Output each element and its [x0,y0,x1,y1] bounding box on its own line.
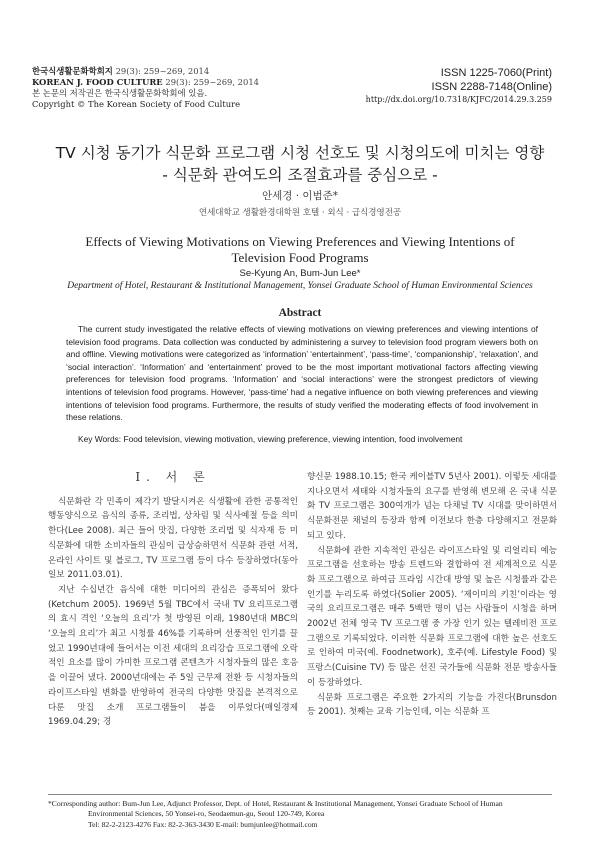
footnote-line: *Corresponding author: Bum-Jun Lee, Adjunct Professor, Dept. of Hotel, Restaurant & Institutional Management, Yonsei Graduate School of Human [48,799,503,808]
abstract-body: The current study investigated the relative effects of viewing motivations on viewing preferences and viewing intentions of television food programs. Data collection was conducted by administering a survey to television food program viewers both on and offline. Viewing motivations were categorized as ‘information’ ‘entertainment’, ‘pass-time’, ‘companionship’, ‘relaxation’, and ‘social interaction’. ‘Information’ and ‘entertainment’ proved to be the most important motivational factors affecting viewing preferences for television food programs. ‘Information’ and ‘social interactions’ were the strongest predictors of viewing intentions of television food programs. However, ‘pass-time’ had a negative influence on both viewing preferences and viewing intentions of television food programs. Furthermore, the results of study verified the moderating effects of food involvement in these relations. [66,324,538,423]
footnote [48,799,558,830]
keywords [78,434,548,444]
paragraph: 향신문 1988.10.15; 한국 케이블TV 5년사 2001). 이렇듯 세대를 지나오면서 세태와 시청자들의 요구를 반영해 변모해 온 국내 식문화 TV 프로그램은 300여개가 넘는 다채널 TV 시대를 맞이하면서 식문화전문 채널의 등장과 함께 이전보다 한층 다양해지고 전문화되고 있다. [307,472,557,541]
title-kr-line1: TV 시청 동기가 식문화 프로그램 시청 선호도 및 시청의도에 미치는 영향 [55,144,545,162]
copyright-kr: 본 논문의 저작권은 한국식생활문화학회에 있음. [32,88,208,98]
section-title: I. 서 론 [135,470,211,484]
paper-title-kr [0,142,600,186]
issn-block [366,66,552,104]
journal-pages-en: 29(3): 259~269, 2014 [165,77,259,87]
keywords-label: Key Words: [78,434,122,444]
journal-name-en: KOREAN J. FOOD CULTURE [32,77,163,87]
footnote-line: Tel: 82-2-2123-4276 Fax: 82-2-363-3430 E-mail: bumjunlee@hotmail.com [88,819,318,829]
journal-pages-kr: 29(3): 259~269, 2014 [115,66,210,76]
body-column-left [48,470,298,730]
affiliation-kr: 연세대학교 생활환경대학원 호텔 · 외식 · 급식경영전공 [198,208,402,218]
copyright-en: Copyright © The Korean Society of Food Culture [32,99,241,109]
footnote-divider [48,794,552,795]
body-column-right [307,470,557,720]
abstract-heading: Abstract [278,307,322,319]
authors-en: Se-Kyung An, Bum-Jun Lee* [239,268,361,279]
journal-header [32,66,259,110]
paragraph: 식문화란 각 민족이 제각기 발달시켜온 식생활에 관한 공통적인 행동양식으로 음식의 종류, 조리법, 상차림 및 식사예절 등을 의미한다(Lee 2008). 최근 들어 맛집, 다양한 조리법 및 식자재 등 미식문화에 대한 소비자들의 관심이 급상승하면서 식문화 관련 서적, 온라인 사이트 및 블로그, TV 프로그램 등이 다수 등장하였다(동아일보 2011.03.01). [48,496,298,581]
title-kr-line2: - 식문화 관여도의 조절효과를 중심으로 - [162,166,438,184]
issn-print: ISSN 1225-7060(Print) [440,67,552,79]
paper-title-en: Effects of Viewing Motivations on Viewing Preferences and Viewing Intentions of Television Food Programs [85,234,515,265]
issn-online: ISSN 2288-7148(Online) [431,81,552,93]
journal-name-kr: 한국식생활문화학회지 [32,66,113,76]
paragraph: 지난 수십년간 음식에 대한 미디어의 관심은 증폭되어 왔다(Ketchum 2005). 1969년 5월 TBC에서 국내 TV 요리프로그램의 효시 격인 ‘오늘의 요리’가 첫 방영된 이래, 1980년대 MBC의 ‘오늘의 요리’가 최고 시청률 46%를 기록하며 선풍적인 인기를 끌었고 1990년대에 들어서는 이전 세대의 요리강습 프로그램에 오락적인 요소를 많이 가미한 프로그램 콘텐츠가 시청자들의 많은 호응을 이끌어 냈다. 2000년대에는 주 5일 근무제 전환 등 시청자들의 라이프스타일 변화를 반영하여 전국의 다양한 맛집을 본격적으로 다룬 맛집 소개 프로그램들이 붐을 이루었다(매일경제 1969.04.29; 경 [48,584,298,728]
affiliation-en: Department of Hotel, Restaurant & Institutional Management, Yonsei Graduate School of Human Environmental Sciences [67,281,533,291]
authors-kr: 안세경 · 이범준* [261,190,339,202]
doi-link[interactable]: http://dx.doi.org/10.7318/KJFC/2014.29.3.259 [365,95,552,104]
keywords-list: Food television, viewing motivation, viewing preference, viewing intention, food involvement [123,434,463,444]
footnote-line: Environmental Sciences, 50 Yonsei-ro, Seodaemun-gu, Seoul 120-749, Korea [88,809,325,819]
paragraph: 식문화에 관한 지속적인 관심은 라이프스타일 및 리얼리티 예능 프로그램을 선호하는 방송 트렌드와 결합하여 전 세계적으로 식문화 프로그램으로 하여금 프라임 시간대 방영 및 높은 시청률과 같은 인기를 누리도록 하였다(Solier 2005). ‘제이미의 키친’이라는 영국의 요리프로그램은 매주 5백만 명이 넘는 사람들이 시청을 하며 2002년 전체 영국 TV 프로그램 중 가장 인기 있는 텔레비전 프로그램으로 기록되었다. 이러한 식문화 프로그램에 대한 높은 선호도로 인하여 미국(예. Foodnetwork), 호주(예. Lifestyle Food) 및 프랑스(Cuisine TV) 등 많은 선진 국가들에 식문화 전문 방송사들이 등장하였다. [307,545,557,688]
paragraph: 식문화 프로그램은 주요한 2가지의 기능을 가진다(Brunsdon 등 2001). 첫째는 교육 기능인데, 이는 식문화 프 [307,692,557,718]
